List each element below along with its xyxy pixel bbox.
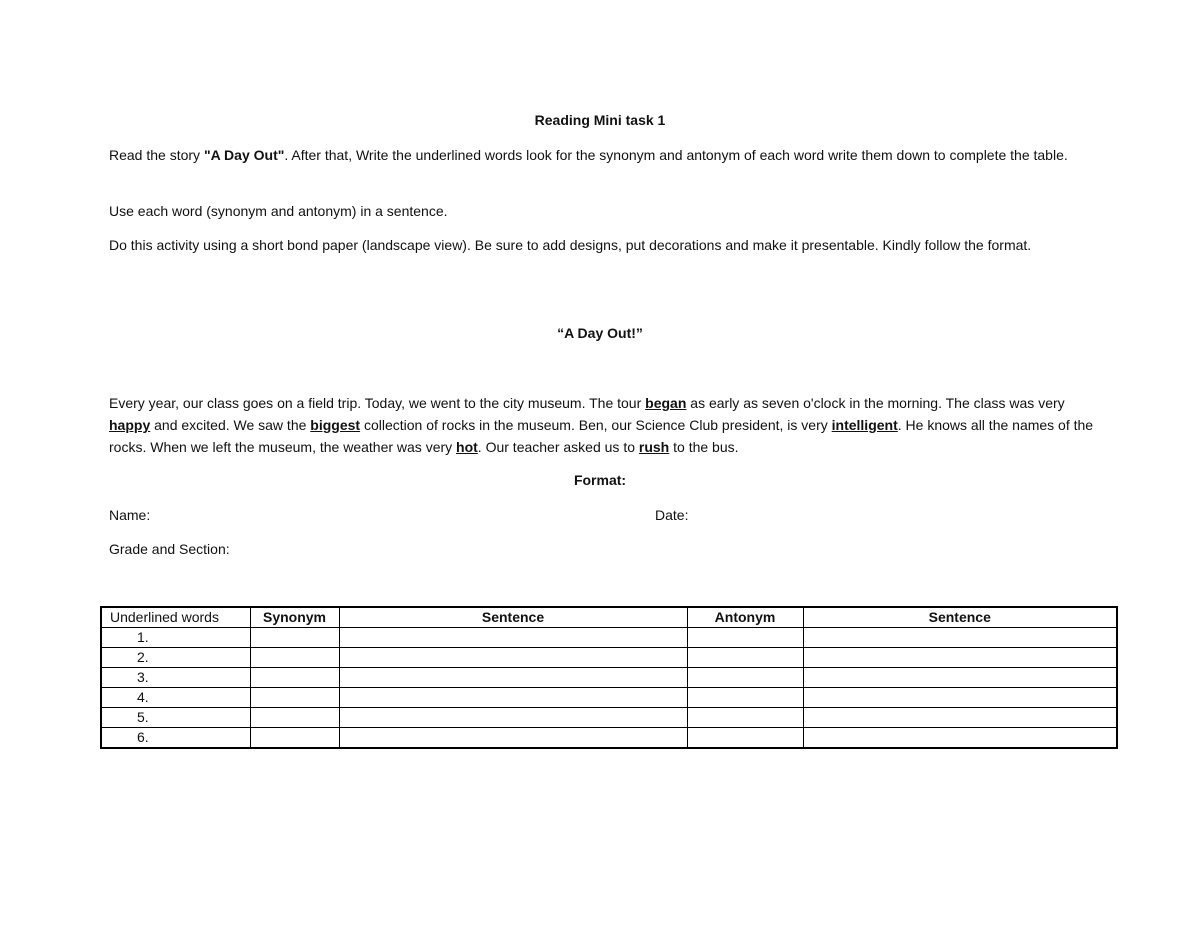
instruction-text: . After that, Write the underlined words look for the synonym and antonym of each word write them down to complete the table. bbox=[284, 147, 1068, 163]
story-name-bold: "A Day Out" bbox=[203, 147, 285, 163]
synonym-cell bbox=[250, 708, 339, 728]
row-number: 6. bbox=[101, 728, 250, 749]
answer-table bbox=[100, 606, 1118, 749]
row-number: 3. bbox=[101, 668, 250, 688]
sentence-cell bbox=[339, 648, 687, 668]
table-row bbox=[101, 628, 1117, 648]
story-text: as early as seven o'clock in the morning. The class was very bbox=[686, 395, 1065, 411]
sentence-cell bbox=[339, 708, 687, 728]
story-text: . He knows all the names of the rocks. When we left the museum, the weather was very bbox=[109, 417, 1094, 455]
story-text: to the bus. bbox=[669, 439, 739, 455]
story-text: . Our teacher asked us to bbox=[477, 439, 639, 455]
sentence-cell bbox=[803, 668, 1117, 688]
sentence-cell bbox=[803, 688, 1117, 708]
synonym-cell bbox=[250, 688, 339, 708]
table-row bbox=[101, 648, 1117, 668]
instruction-text: Read the story bbox=[109, 147, 204, 163]
story-paragraph bbox=[109, 392, 1099, 458]
underlined-word: intelligent bbox=[831, 417, 898, 433]
synonym-cell bbox=[250, 668, 339, 688]
header-underlined-words: Underlined words bbox=[101, 607, 250, 628]
synonym-cell bbox=[250, 728, 339, 749]
story-text: and excited. We saw the bbox=[150, 417, 311, 433]
header-synonym: Synonym bbox=[250, 607, 339, 628]
sentence-cell bbox=[803, 728, 1117, 749]
story-text: Every year, our class goes on a field trip. Today, we went to the city museum. The tour bbox=[109, 395, 646, 411]
row-number: 4. bbox=[101, 688, 250, 708]
antonym-cell bbox=[687, 728, 803, 749]
table-row bbox=[101, 708, 1117, 728]
format-heading: Format: bbox=[573, 472, 627, 488]
sentence-cell bbox=[339, 728, 687, 749]
antonym-cell bbox=[687, 708, 803, 728]
antonym-cell bbox=[687, 628, 803, 648]
header-sentence-synonym: Sentence bbox=[339, 607, 687, 628]
table-row bbox=[101, 728, 1117, 749]
instruction-paragraph-1 bbox=[109, 144, 1089, 166]
sentence-cell bbox=[339, 668, 687, 688]
sentence-cell bbox=[803, 628, 1117, 648]
underlined-word: happy bbox=[109, 417, 151, 433]
name-label: Name: bbox=[109, 507, 151, 523]
antonym-cell bbox=[687, 688, 803, 708]
instruction-paragraph-2: Use each word (synonym and antonym) in a sentence. bbox=[109, 203, 448, 219]
sentence-cell bbox=[339, 688, 687, 708]
grade-section-label: Grade and Section: bbox=[109, 541, 230, 557]
table-row bbox=[101, 668, 1117, 688]
story-text: collection of rocks in the museum. Ben, our Science Club president, is very bbox=[360, 417, 832, 433]
instruction-paragraph-3: Do this activity using a short bond paper (landscape view). Be sure to add designs, put decorations and make it presentable. Kindly follow the format. bbox=[109, 237, 1032, 253]
sentence-cell bbox=[803, 648, 1117, 668]
antonym-cell bbox=[687, 648, 803, 668]
table-row bbox=[101, 688, 1117, 708]
sentence-cell bbox=[339, 628, 687, 648]
synonym-cell bbox=[250, 628, 339, 648]
underlined-word: biggest bbox=[310, 417, 361, 433]
sentence-cell bbox=[803, 708, 1117, 728]
date-label: Date: bbox=[655, 507, 689, 523]
row-number: 5. bbox=[101, 708, 250, 728]
underlined-word: began bbox=[645, 395, 687, 411]
table-header-row bbox=[101, 607, 1117, 628]
synonym-cell bbox=[250, 648, 339, 668]
story-title: “A Day Out!” bbox=[557, 325, 643, 341]
row-number: 2. bbox=[101, 648, 250, 668]
underlined-word: hot bbox=[456, 439, 478, 455]
underlined-word: rush bbox=[638, 439, 670, 455]
header-antonym: Antonym bbox=[687, 607, 803, 628]
page-title: Reading Mini task 1 bbox=[534, 112, 666, 128]
header-sentence-antonym: Sentence bbox=[803, 607, 1117, 628]
antonym-cell bbox=[687, 668, 803, 688]
row-number: 1. bbox=[101, 628, 250, 648]
